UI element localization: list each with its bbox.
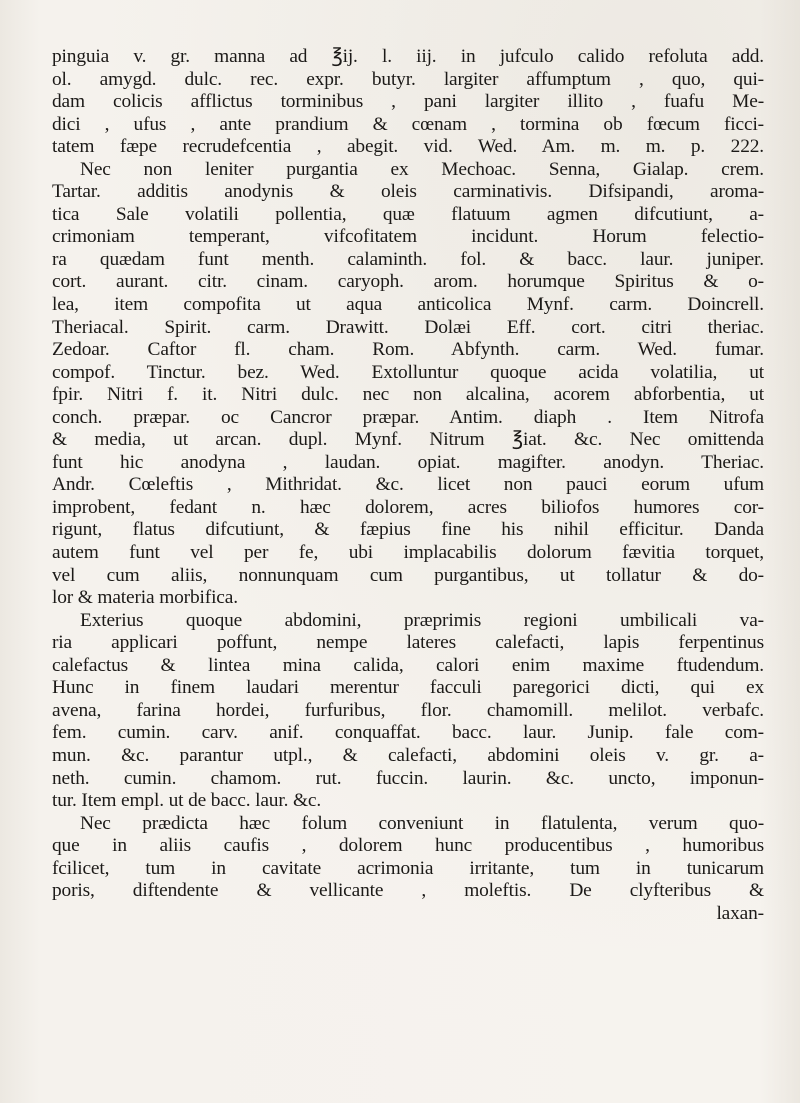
text-line: dam colicis afflictus torminibus , pani largiter illito , fuafu Me- — [52, 91, 764, 113]
text-line: tatem fæpe recrudefcentia , abegit. vid. Wed. Am. m. m. p. 222. — [52, 136, 764, 158]
text-line: Andr. Cœleftis , Mithridat. &c. licet non pauci eorum ufum — [52, 474, 764, 496]
text-line: fpir. Nitri f. it. Nitri dulc. nec non alcalina, acorem abforbentia, ut — [52, 384, 764, 406]
text-line: que in aliis caufis , dolorem hunc producentibus , humoribus — [52, 835, 764, 857]
text-line: tur. Item empl. ut de bacc. laur. &c. — [52, 790, 322, 812]
text-line: lor & materia morbifica. — [52, 587, 238, 609]
text-line: ria applicari poffunt, nempe lateres calefacti, lapis ferpentinus — [52, 632, 764, 654]
text-line: poris, diftendente & vellicante , moleftis. De clyfteribus & — [52, 880, 764, 902]
text-line: Theriacal. Spirit. carm. Drawitt. Dolæi Eff. cort. citri theriac. — [52, 316, 764, 338]
text-line: ra quædam funt menth. calaminth. fol. & bacc. laur. juniper. — [52, 248, 764, 270]
text-line: rigunt, flatus difcutiunt, & fæpius fine his nihil efficitur. Danda — [52, 519, 764, 541]
text-line: neth. cumin. chamom. rut. fuccin. laurin. &c. uncto, imponun- — [52, 767, 764, 789]
text-line: Exterius quoque abdomini, præprimis regioni umbilicali va- — [80, 609, 764, 631]
text-line: cort. aurant. citr. cinam. caryoph. arom. horumque Spiritus & o- — [52, 271, 764, 293]
text-line: fem. cumin. carv. anif. conquaffat. bacc. laur. Junip. fale com- — [52, 722, 764, 744]
text-line: calefactus & lintea mina calida, calori enim maxime ftudendum. — [52, 654, 764, 676]
text-line: improbent, fedant n. hæc dolorem, acres biliofos humores cor- — [52, 496, 764, 518]
text-line: crimoniam temperant, vifcofitatem incidunt. Horum felectio- — [52, 226, 764, 248]
text-line: vel cum aliis, nonnunquam cum purgantibus, ut tollatur & do- — [52, 564, 764, 586]
text-line: Tartar. additis anodynis & oleis carminativis. Difsipandi, aroma- — [52, 181, 764, 203]
text-line: compof. Tinctur. bez. Wed. Extolluntur quoque acida volatilia, ut — [52, 361, 764, 383]
text-line: autem funt vel per fe, ubi implacabilis dolorum fævitia torquet, — [52, 542, 764, 564]
text-line: fcilicet, tum in cavitate acrimonia irritante, tum in tunicarum — [52, 857, 764, 879]
text-line: Nec non leniter purgantia ex Mechoac. Senna, Gialap. crem. — [80, 158, 764, 180]
text-line: avena, farina hordei, furfuribus, flor. chamomill. melilot. verbafc. — [52, 699, 764, 721]
text-line: ol. amygd. dulc. rec. expr. butyr. largiter affumptum , quo, qui- — [52, 68, 764, 90]
text-line: Nec prædicta hæc folum conveniunt in flatulenta, verum quo- — [80, 812, 764, 834]
text-line: funt hic anodyna , laudan. opiat. magifter. anodyn. Theriac. — [52, 451, 764, 473]
text-line: conch. præpar. oc Cancror præpar. Antim. diaph . Item Nitrofa — [52, 406, 764, 428]
text-line: tica Sale volatili pollentia, quæ flatuum agmen difcutiunt, a- — [52, 203, 764, 225]
text-line: mun. &c. parantur utpl., & calefacti, abdomini oleis v. gr. a- — [52, 744, 764, 766]
text-line: Hunc in finem laudari merentur facculi paregorici dicti, qui ex — [52, 677, 764, 699]
text-line: Zedoar. Caftor fl. cham. Rom. Abfynth. carm. Wed. fumar. — [52, 339, 764, 361]
text-line: lea, item compofita ut aqua anticolica Mynf. carm. Doincrell. — [52, 294, 764, 316]
catchword: laxan- — [716, 902, 764, 924]
text-line: dici , ufus , ante prandium & cœnam , tormina ob fœcum ficci- — [52, 113, 764, 135]
text-line: pinguia v. gr. manna ad ℥ij. l. iij. in jufculo calido refoluta add. — [52, 46, 764, 67]
body-text — [52, 46, 764, 925]
text-line: & media, ut arcan. dupl. Mynf. Nitrum ℥iat. &c. Nec omittenda — [52, 429, 764, 451]
